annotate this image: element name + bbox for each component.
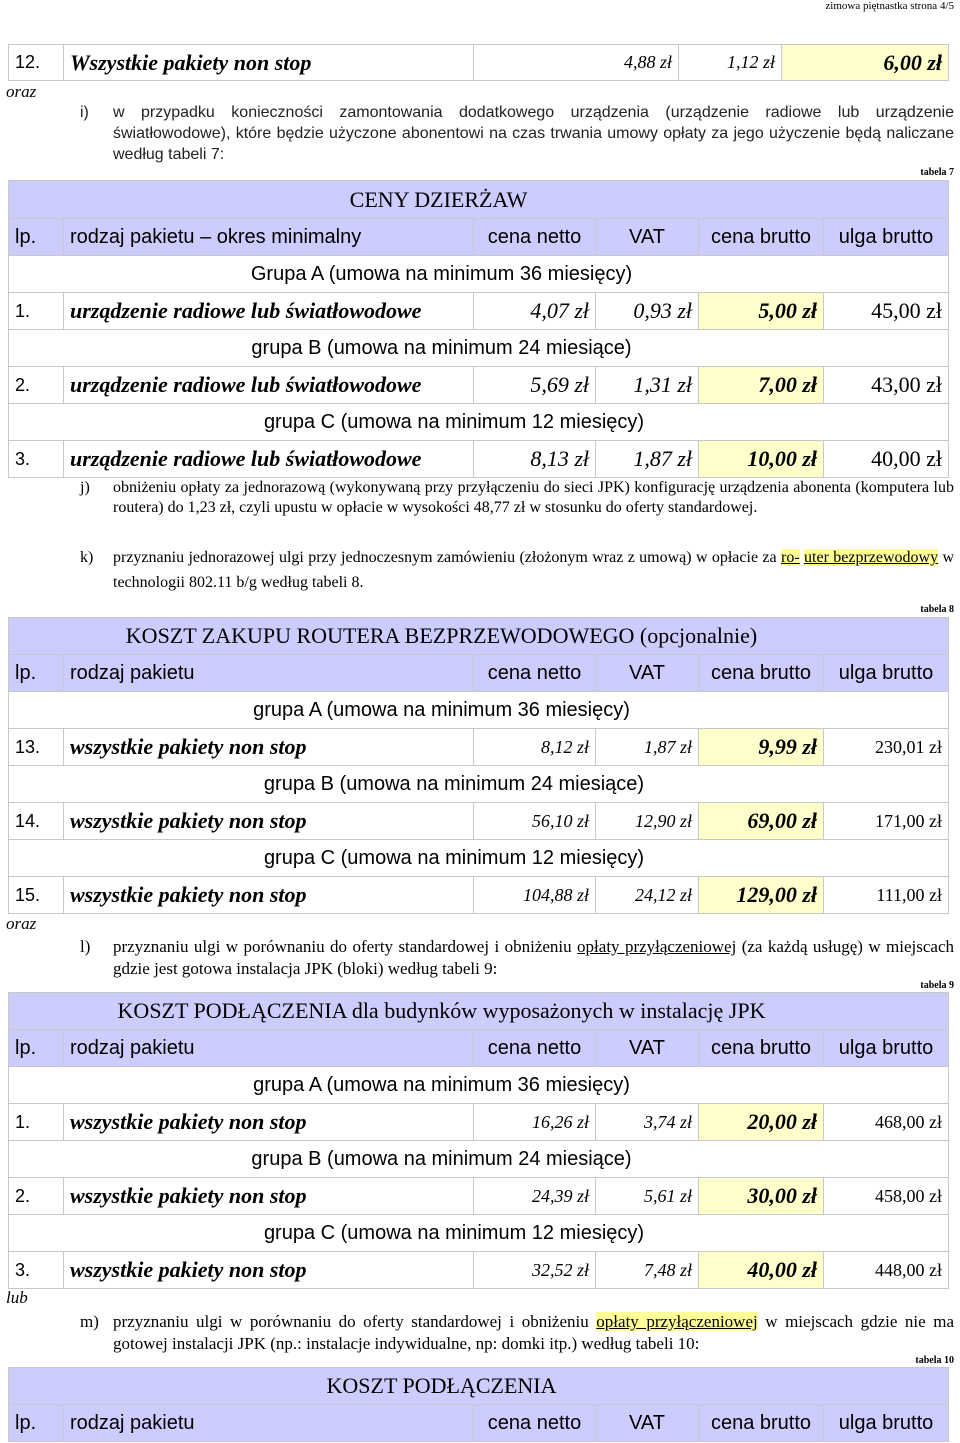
row-vat: 1,87 zł xyxy=(596,729,699,766)
row-ulga: 171,00 zł xyxy=(824,803,949,840)
col-type: rodzaj pakietu xyxy=(64,1030,474,1067)
item-l xyxy=(80,936,954,980)
col-lp: lp. xyxy=(9,655,64,692)
row-name: wszystkie pakiety non stop xyxy=(64,877,474,914)
item-letter: l) xyxy=(80,937,91,956)
row-lp: 3. xyxy=(9,1252,64,1289)
table-tag: tabela 9 xyxy=(920,980,954,991)
table-10 xyxy=(8,1367,949,1442)
col-ulga: ulga brutto xyxy=(824,1030,949,1067)
col-netto: cena netto xyxy=(474,1030,596,1067)
table-title: KOSZT PODŁĄCZENIA dla budynków wyposażonych w instalację JPK xyxy=(9,993,949,1030)
table-tag: tabela 10 xyxy=(915,1355,954,1366)
row-brutto: 10,00 zł xyxy=(699,441,824,478)
col-netto: cena netto xyxy=(474,219,596,256)
row-netto: 4,07 zł xyxy=(474,293,596,330)
item-text xyxy=(113,545,954,595)
col-vat: VAT xyxy=(596,655,699,692)
item-letter: j) xyxy=(80,479,90,496)
row-brutto: 6,00 zł xyxy=(782,45,949,81)
row-name: urządzenie radiowe lub światłowodowe xyxy=(64,441,474,478)
row-vat: 7,48 zł xyxy=(596,1252,699,1289)
item-text-part: w miejscach gdzie nie ma gotowej instalacji JPK (np.: instalacje indywidualne, np: domki itp.) według tabeli 10: xyxy=(113,1312,955,1353)
col-ulga: ulga brutto xyxy=(824,655,949,692)
group-label: grupa C (umowa na minimum 12 miesięcy) xyxy=(9,404,949,441)
group-label: grupa C (umowa na minimum 12 miesięcy) xyxy=(9,840,949,877)
oraz-label: oraz xyxy=(6,914,37,933)
group-label: grupa B (umowa na minimum 24 miesiące) xyxy=(9,1141,949,1178)
col-ulga: ulga brutto xyxy=(824,219,949,256)
row-name: wszystkie pakiety non stop xyxy=(64,1252,474,1289)
item-text xyxy=(113,1311,954,1355)
col-netto: cena netto xyxy=(474,1405,596,1442)
row-ulga: 43,00 zł xyxy=(824,367,949,404)
table-title: CENY DZIERŻAW xyxy=(9,181,949,219)
fee-link[interactable]: opłaty przyłączeniowej xyxy=(596,1312,758,1331)
table-tag: tabela 7 xyxy=(920,167,954,178)
row-name: urządzenie radiowe lub światłowodowe xyxy=(64,293,474,330)
row-vat: 1,31 zł xyxy=(596,367,699,404)
row-ulga: 230,01 zł xyxy=(824,729,949,766)
row-name: wszystkie pakiety non stop xyxy=(64,803,474,840)
row-netto: 8,13 zł xyxy=(474,441,596,478)
row-brutto: 40,00 zł xyxy=(699,1252,824,1289)
group-label: grupa A (umowa na minimum 36 miesięcy) xyxy=(9,692,949,729)
row-netto: 4,88 zł xyxy=(474,45,679,81)
item-k xyxy=(80,545,954,595)
item-text-part: w technologii 802.11 b/g według tabeli 8. xyxy=(113,549,955,591)
col-brutto: cena brutto xyxy=(699,1030,824,1067)
table-title: KOSZT PODŁĄCZENIA xyxy=(9,1368,949,1405)
item-text-part: przyznaniu ulgi w porównaniu do oferty standardowej i obniżeniu xyxy=(113,1312,597,1331)
row-ulga: 111,00 zł xyxy=(824,877,949,914)
item-i xyxy=(80,102,954,165)
col-lp: lp. xyxy=(9,219,64,256)
row-ulga: 458,00 zł xyxy=(824,1178,949,1215)
row-lp: 12. xyxy=(9,45,64,81)
item-m xyxy=(80,1311,954,1355)
row-ulga: 468,00 zł xyxy=(824,1104,949,1141)
row-lp: 3. xyxy=(9,441,64,478)
row-lp: 15. xyxy=(9,877,64,914)
col-netto: cena netto xyxy=(474,655,596,692)
item-text-part: przyznaniu jednorazowej ulgi przy jednoczesnym zamówieniu (złożonym wraz z umową) w opłacie za xyxy=(113,549,781,566)
group-label: grupa A (umowa na minimum 36 miesięcy) xyxy=(9,1067,949,1104)
group-label: grupa B (umowa na minimum 24 miesiące) xyxy=(9,766,949,803)
group-label: Grupa A (umowa na minimum 36 miesięcy) xyxy=(9,256,949,293)
row-vat: 1,87 zł xyxy=(596,441,699,478)
item-letter: i) xyxy=(80,104,89,121)
row-vat: 12,90 zł xyxy=(596,803,699,840)
row-netto: 8,12 zł xyxy=(474,729,596,766)
item-j xyxy=(80,478,954,518)
oraz-label: oraz xyxy=(6,82,37,101)
row-netto: 32,52 zł xyxy=(474,1252,596,1289)
item-text-part: przyznaniu ulgi w porównaniu do oferty standardowej i obniżeniu xyxy=(113,937,578,956)
col-type: rodzaj pakietu xyxy=(64,1405,474,1442)
item-letter: m) xyxy=(80,1312,99,1331)
group-label: grupa B (umowa na minimum 24 miesiące) xyxy=(9,330,949,367)
row-lp: 14. xyxy=(9,803,64,840)
row-brutto: 7,00 zł xyxy=(699,367,824,404)
col-lp: lp. xyxy=(9,1405,64,1442)
item-text: obniżeniu opłaty za jednorazową (wykonywaną przy przyłączeniu do sieci JPK) konfigurację urządzenia abonenta (komputera lub routera) do 1,23 zł, czyli upustu w opłacie w wysokości 48,77 zł w stosunku do oferty standardowej. xyxy=(113,479,954,516)
row-lp: 2. xyxy=(9,367,64,404)
row-vat: 24,12 zł xyxy=(596,877,699,914)
table-tag: tabela 8 xyxy=(920,604,954,615)
col-type: rodzaj pakietu xyxy=(64,655,474,692)
row-vat: 1,12 zł xyxy=(679,45,782,81)
col-brutto: cena brutto xyxy=(699,655,824,692)
row-lp: 13. xyxy=(9,729,64,766)
page-header: zimowa piętnastka strona 4/5 xyxy=(825,0,954,12)
row-name: wszystkie pakiety non stop xyxy=(64,729,474,766)
col-vat: VAT xyxy=(596,1030,699,1067)
row-netto: 16,26 zł xyxy=(474,1104,596,1141)
col-vat: VAT xyxy=(596,1405,699,1442)
table-7 xyxy=(8,180,949,478)
row-vat: 5,61 zł xyxy=(596,1178,699,1215)
table-9 xyxy=(8,992,949,1289)
row-brutto: 9,99 zł xyxy=(699,729,824,766)
row-brutto: 20,00 zł xyxy=(699,1104,824,1141)
col-vat: VAT xyxy=(596,219,699,256)
row-netto: 56,10 zł xyxy=(474,803,596,840)
row-name: urządzenie radiowe lub światłowodowe xyxy=(64,367,474,404)
row-brutto: 30,00 zł xyxy=(699,1178,824,1215)
col-ulga: ulga brutto xyxy=(824,1405,949,1442)
lub-label: lub xyxy=(6,1288,28,1307)
row-ulga: 40,00 zł xyxy=(824,441,949,478)
group-label: grupa C (umowa na minimum 12 miesięcy) xyxy=(9,1215,949,1252)
row-netto: 24,39 zł xyxy=(474,1178,596,1215)
row-name: wszystkie pakiety non stop xyxy=(64,1104,474,1141)
row-vat: 3,74 zł xyxy=(596,1104,699,1141)
row-brutto: 5,00 zł xyxy=(699,293,824,330)
col-lp: lp. xyxy=(9,1030,64,1067)
table-8 xyxy=(8,617,949,914)
item-text: w przypadku konieczności zamontowania dodatkowego urządzenia (urządzenie radiowe lub urządzenie światłowodowe), które będzie użyczone abonentowi na czas trwania umowy opłaty za jego użyczenie będą naliczane według tabeli 7: xyxy=(113,104,954,163)
row-lp: 2. xyxy=(9,1178,64,1215)
row-brutto: 129,00 zł xyxy=(699,877,824,914)
row-name: wszystkie pakiety non stop xyxy=(64,1178,474,1215)
row-lp: 1. xyxy=(9,1104,64,1141)
row-12-table xyxy=(8,44,949,81)
fee-link[interactable]: opłaty przyłączeniowej xyxy=(577,937,737,956)
row-brutto: 69,00 zł xyxy=(699,803,824,840)
col-brutto: cena brutto xyxy=(699,1405,824,1442)
table-title: KOSZT ZAKUPU ROUTERA BEZPRZEWODOWEGO (opcjonalnie) xyxy=(9,618,949,655)
row-name: Wszystkie pakiety non stop xyxy=(64,45,474,81)
row-ulga: 448,00 zł xyxy=(824,1252,949,1289)
router-link[interactable]: uter bezprzewodowy xyxy=(804,549,939,566)
col-brutto: cena brutto xyxy=(699,219,824,256)
item-letter: k) xyxy=(80,549,94,566)
row-ulga: 45,00 zł xyxy=(824,293,949,330)
row-vat: 0,93 zł xyxy=(596,293,699,330)
row-netto: 5,69 zł xyxy=(474,367,596,404)
router-link[interactable]: ro- xyxy=(780,549,800,566)
row-netto: 104,88 zł xyxy=(474,877,596,914)
col-type: rodzaj pakietu – okres minimalny xyxy=(64,219,474,256)
item-text xyxy=(113,936,954,980)
item-text-part: (za każdą usługę) w miejscach gdzie jest gotowa instalacja JPK (bloki) według tabeli 9: xyxy=(113,937,955,978)
row-lp: 1. xyxy=(9,293,64,330)
